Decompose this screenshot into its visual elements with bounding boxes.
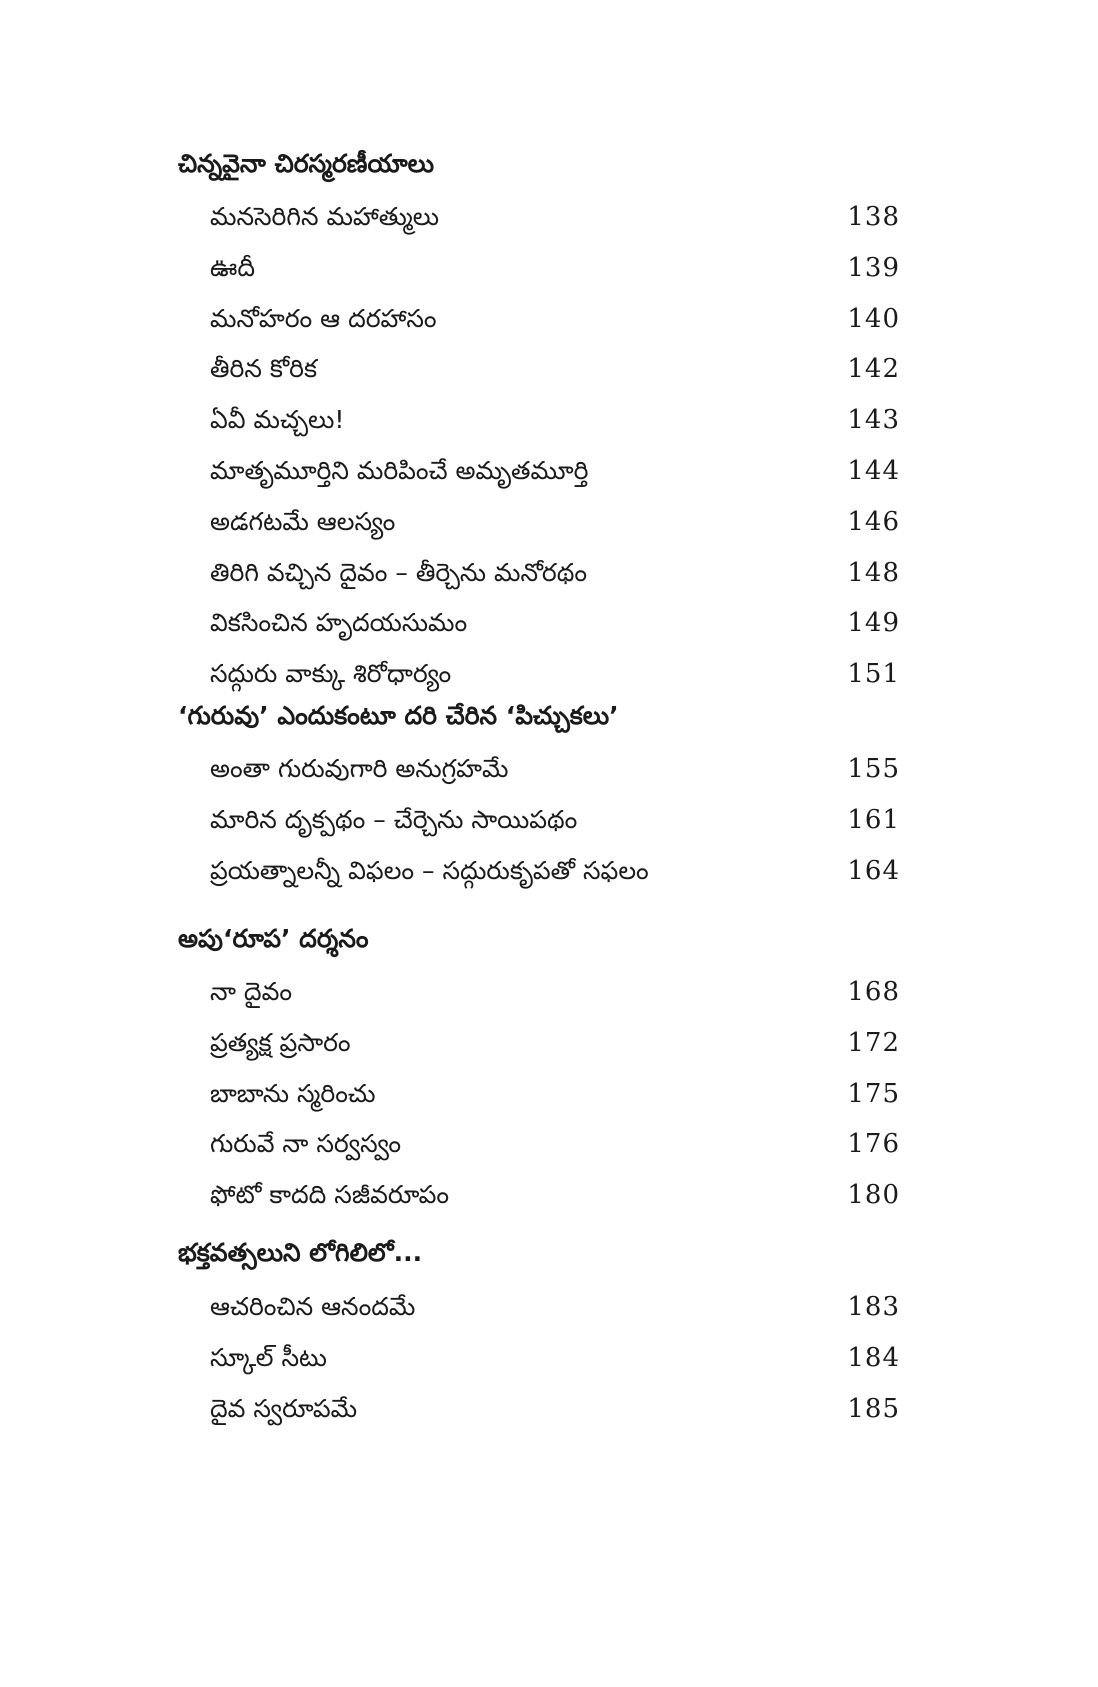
toc-entry bbox=[210, 752, 900, 786]
toc-entry bbox=[210, 1392, 900, 1426]
section-heading: అపు‘రూప’ దర్శనం bbox=[178, 924, 369, 953]
section-heading: చిన్నవైనా చిరస్మరణీయాలు bbox=[178, 149, 435, 178]
toc-entry bbox=[210, 1178, 900, 1212]
entry-page-number: 168 bbox=[847, 977, 900, 1007]
entry-page-number: 142 bbox=[847, 354, 900, 385]
entry-page-number: 161 bbox=[847, 804, 900, 835]
toc-entry bbox=[210, 854, 900, 888]
entry-title: మనోహరం ఆ దరహాసం bbox=[210, 303, 437, 333]
entry-page-number: 180 bbox=[847, 1180, 900, 1211]
toc-entry bbox=[210, 352, 900, 386]
entry-page-number: 148 bbox=[847, 557, 900, 588]
entry-title: సద్గురు వాక్కు శిరోధార్యం bbox=[210, 659, 452, 689]
toc-entry bbox=[210, 1127, 900, 1161]
entry-page-number: 139 bbox=[847, 252, 900, 283]
toc-entry bbox=[210, 975, 900, 1009]
entry-page-number: 155 bbox=[847, 754, 900, 784]
entry-title: ప్రయత్నాలన్నీ విఫలం – సద్గురుకృపతో సఫలం bbox=[210, 855, 649, 885]
toc-entry bbox=[210, 403, 900, 437]
entry-page-number: 144 bbox=[847, 456, 900, 486]
toc-entry bbox=[210, 803, 900, 837]
entry-title: మారిన దృక్పథం – చేర్చెను సాయిపథం bbox=[210, 804, 578, 834]
entry-title: దైవ స్వరూపమే bbox=[210, 1393, 358, 1423]
entry-title: ఏవీ మచ్చలు! bbox=[210, 405, 345, 435]
entry-page-number: 183 bbox=[847, 1292, 900, 1322]
toc-entry bbox=[210, 606, 900, 640]
toc-entry bbox=[210, 1290, 900, 1324]
entry-page-number: 185 bbox=[847, 1393, 900, 1424]
entry-page-number: 146 bbox=[847, 506, 900, 537]
entry-title: ఊదీ bbox=[210, 252, 256, 282]
entry-title: నా దైవం bbox=[210, 977, 293, 1006]
entry-title: స్కూల్ సీటు bbox=[210, 1342, 327, 1372]
entry-title: గురువే నా సర్వస్వం bbox=[210, 1129, 402, 1159]
entry-page-number: 176 bbox=[847, 1129, 900, 1160]
entry-title: తిరిగి వచ్చిన దైవం – తీర్చెను మనోరథం bbox=[210, 557, 588, 587]
toc-entry bbox=[210, 556, 900, 590]
entry-title: అడగటమే ఆలస్యం bbox=[210, 506, 396, 536]
toc-entry bbox=[210, 1341, 900, 1375]
section-heading: భక్తవత్సలుని లోగిలిలో... bbox=[178, 1238, 423, 1267]
entry-title: తీరిన కోరిక bbox=[210, 354, 318, 384]
section-heading: ‘గురువు’ ఎందుకంటూ దరి చేరిన ‘పిచ్చుకలు’ bbox=[178, 701, 619, 730]
toc-entry bbox=[210, 251, 900, 285]
toc-entry bbox=[210, 1026, 900, 1060]
toc-entry bbox=[210, 505, 900, 539]
toc-entry bbox=[210, 200, 900, 234]
toc-entry bbox=[210, 302, 900, 336]
entry-title: ఫోటో కాదది సజీవరూపం bbox=[210, 1180, 450, 1210]
entry-page-number: 175 bbox=[847, 1078, 900, 1109]
entry-page-number: 149 bbox=[847, 608, 900, 639]
entry-title: మనసెరిగిన మహాత్ములు bbox=[210, 202, 440, 231]
entry-page-number: 138 bbox=[847, 202, 900, 232]
toc-entry bbox=[210, 454, 900, 488]
toc-entry bbox=[210, 657, 900, 691]
toc-entry bbox=[210, 1077, 900, 1111]
entry-page-number: 184 bbox=[847, 1342, 900, 1373]
entry-title: వికసించిన హృదయసుమం bbox=[210, 608, 468, 638]
entry-page-number: 172 bbox=[847, 1027, 900, 1058]
entry-title: బాబాను స్మరించు bbox=[210, 1078, 376, 1108]
entry-page-number: 143 bbox=[847, 405, 900, 436]
entry-page-number: 164 bbox=[847, 855, 900, 886]
entry-title: ప్రత్యక్ష ప్రసారం bbox=[210, 1027, 351, 1057]
entry-title: ఆచరించిన ఆనందమే bbox=[210, 1292, 416, 1321]
entry-page-number: 140 bbox=[847, 303, 900, 334]
entry-title: అంతా గురువుగారి అనుగ్రహమే bbox=[210, 754, 509, 783]
entry-page-number: 151 bbox=[847, 659, 900, 690]
entry-title: మాతృమూర్తిని మరిపించే అమృతమూర్తి bbox=[210, 456, 589, 485]
